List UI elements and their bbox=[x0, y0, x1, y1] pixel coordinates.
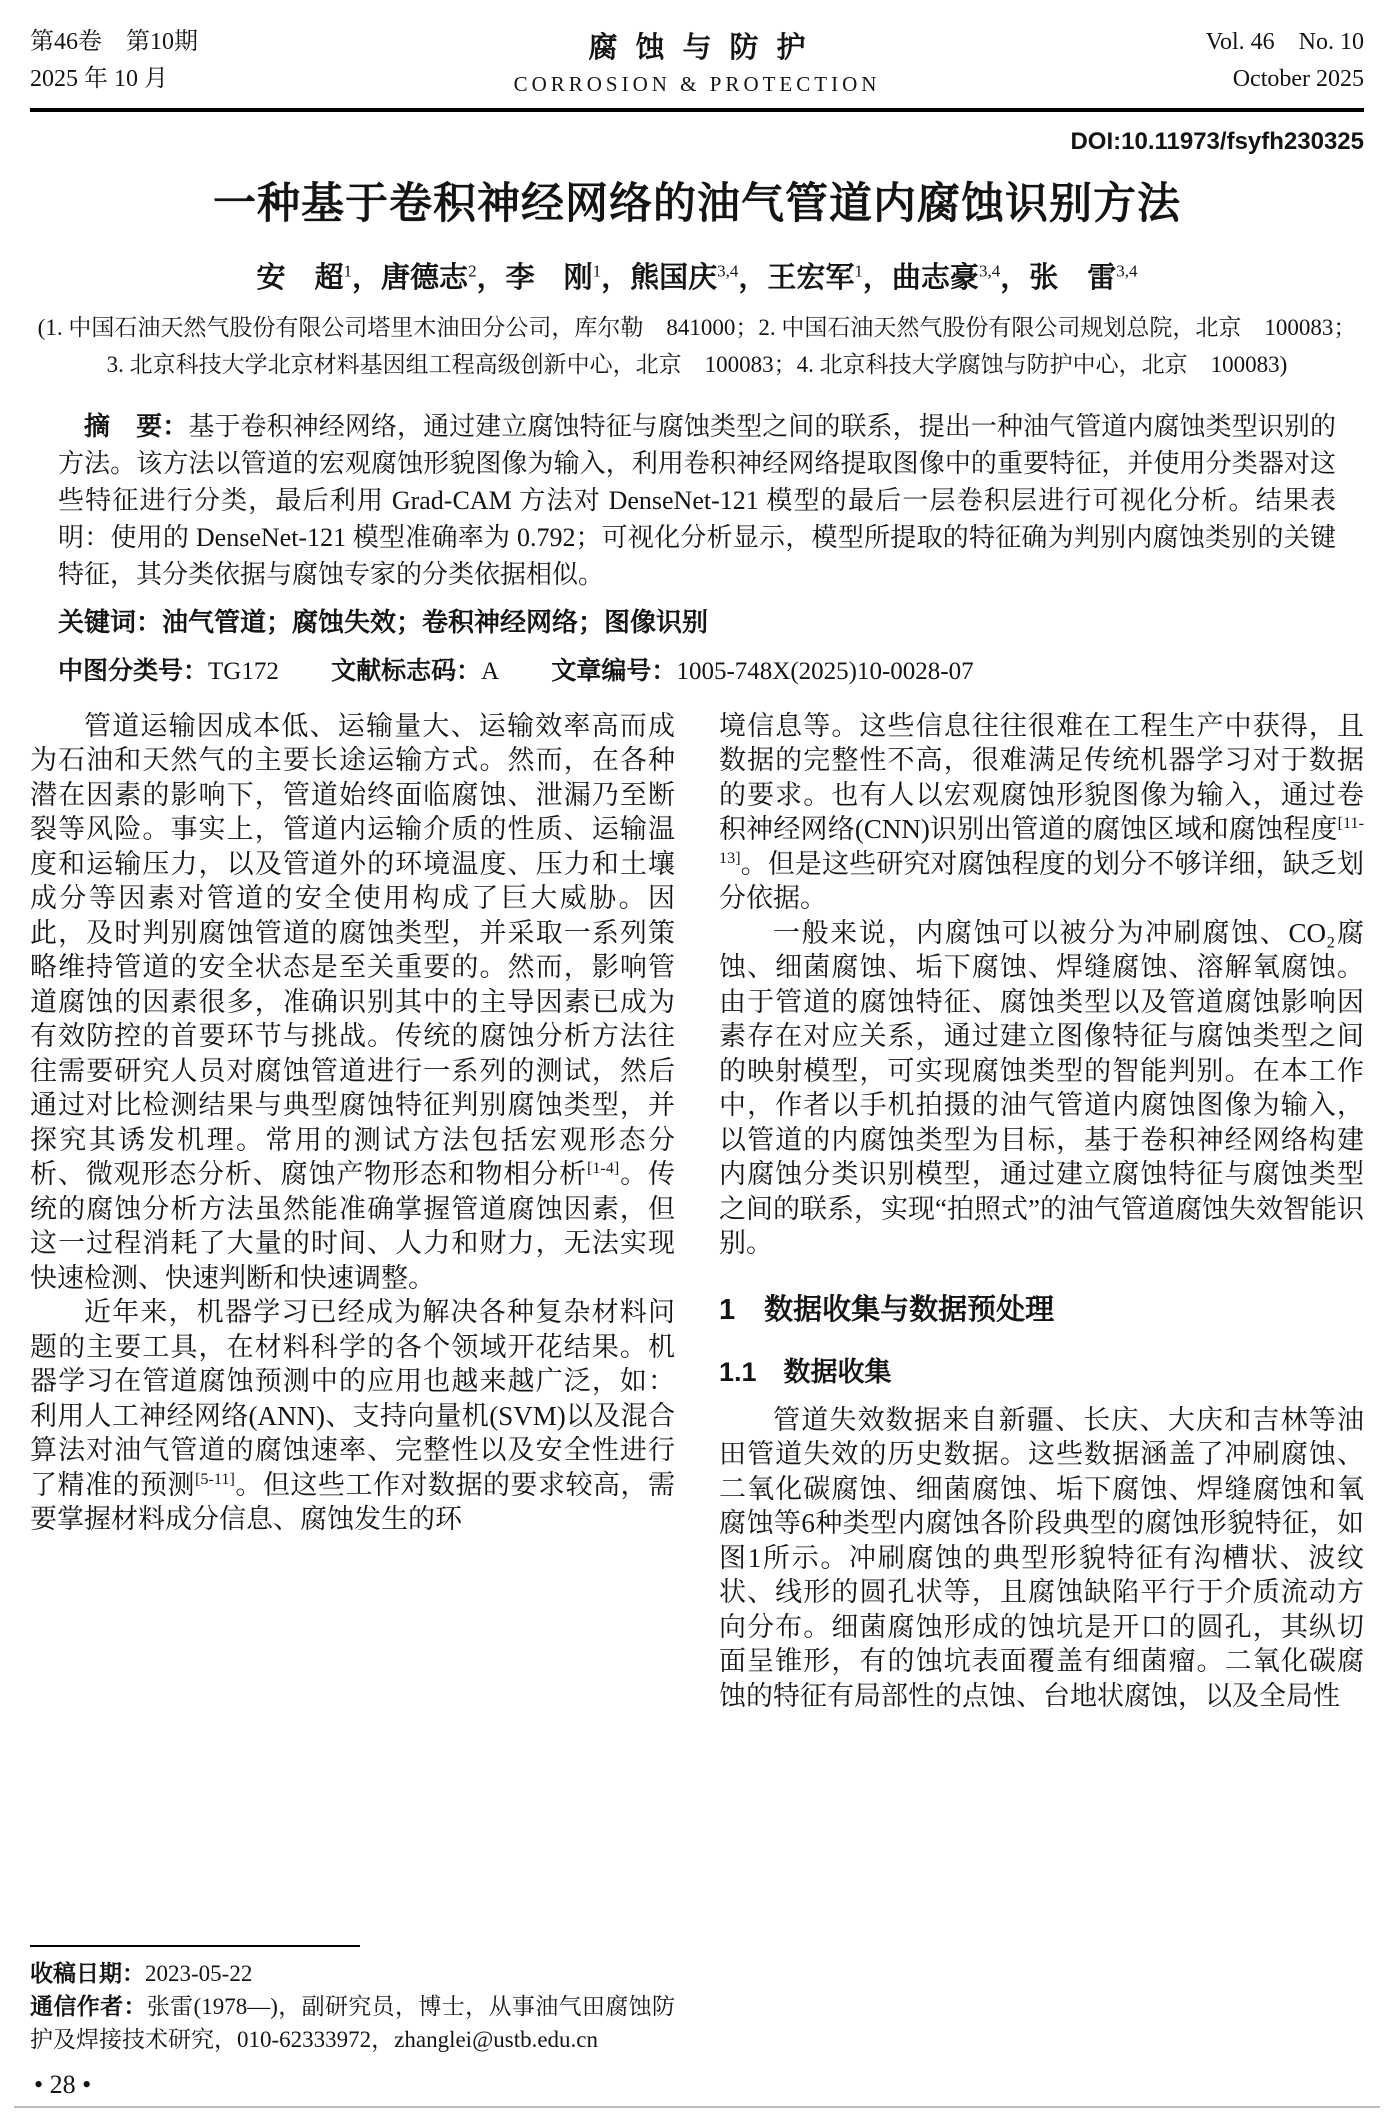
date-en: October 2025 bbox=[1232, 66, 1364, 93]
article-title: 一种基于卷积神经网络的油气管道内腐蚀识别方法 bbox=[213, 180, 1181, 229]
masthead-center bbox=[330, 25, 1064, 97]
volume-issue-cn: 第46卷 第10期 bbox=[30, 29, 198, 55]
affiliation-line: (1. 中国石油天然气股份有限公司塔里木油田分公司，库尔勒 841000；2. 中国石油天然气股份有限公司规划总院，北京 100083； bbox=[37, 315, 1357, 341]
author-affiliation-superscript: 3,4 bbox=[717, 261, 739, 281]
journal-title-en: CORROSION & PROTECTION bbox=[513, 72, 881, 97]
affiliation-line: 3. 北京科技大学北京材料基因组工程高级创新中心，北京 100083；4. 北京科技大学腐蚀与防护中心，北京 100083) bbox=[106, 352, 1288, 378]
abstract-block bbox=[58, 408, 1336, 687]
classification-line bbox=[58, 651, 1336, 687]
keywords-text: 油气管道；腐蚀失效；卷积神经网络；图像识别 bbox=[162, 607, 709, 637]
document-code-label: 文献标志码： bbox=[331, 657, 482, 685]
author-name: 张 雷$^{3,4}$ bbox=[1029, 261, 1138, 295]
article-id bbox=[551, 658, 973, 685]
abstract-label: 摘 要： bbox=[84, 411, 189, 441]
author-affiliation-superscript: 2 bbox=[468, 261, 477, 281]
author-name: 王宏军$^1$ bbox=[767, 261, 863, 295]
body-paragraph: 近年来，机器学习已经成为解决各种复杂材料问题的主要工具，在材料科学的各个领域开花结果。机器学习在管道腐蚀预测中的应用也越来越广泛，如：利用人工神经网络(ANN)、支持向量机(SVM)以及混合算法对油气管道的腐蚀速率、完整性以及安全性进行了精准的预测[5-11]。但这些工作对数据的要求较高，需要掌握材料成分信息、腐蚀发生的环 bbox=[30, 1297, 676, 1535]
author-affiliation-superscript: 1 bbox=[592, 261, 602, 281]
document-code bbox=[331, 658, 499, 685]
corresponding-author-value: 张雷(1978—)，副研究员，博士，从事油气田腐蚀防护及焊接技术研究，010-62333972，zhanglei@ustb.edu.cn bbox=[30, 1994, 675, 2052]
header-rule bbox=[30, 108, 1364, 112]
clc-value: TG172 bbox=[208, 657, 279, 685]
authors-line: 安 超$^1$，唐德志$^2$，李 刚$^1$，熊国庆$^{3,4}$，王宏军$^1$，曲志豪$^{3,4}$，张 雷$^{3,4}$ bbox=[256, 261, 1138, 295]
volume-issue-en: Vol. 46 No. 10 bbox=[1205, 29, 1364, 55]
journal-masthead bbox=[30, 24, 1364, 98]
body-paragraph: 境信息等。这些信息往往很难在工程生产中获得，且数据的完整性不高，很难满足传统机器学习对于数据的要求。也有人以宏观腐蚀形貌图像为输入，通过卷积神经网络(CNN)识别出管道的腐蚀区域和腐蚀程度[11-13]。但是这些研究对腐蚀程度的划分不够详细，缺乏划分依据。 bbox=[719, 710, 1364, 914]
author-name: 曲志豪$^{3,4}$ bbox=[891, 261, 1001, 295]
abstract bbox=[58, 408, 1336, 593]
date-cn: 2025 年 10 月 bbox=[30, 66, 168, 93]
author-name: 李 刚$^1$ bbox=[505, 261, 602, 295]
footnote bbox=[30, 1933, 675, 2056]
received-date-label: 收稿日期： bbox=[30, 1961, 145, 1986]
keywords-label: 关键词： bbox=[58, 607, 163, 637]
body-paragraph: 管道失效数据来自新疆、长庆、大庆和吉林等油田管道失效的历史数据。这些数据涵盖了冲刷腐蚀、二氧化碳腐蚀、细菌腐蚀、垢下腐蚀、焊缝腐蚀和氧腐蚀等6种类型内腐蚀各阶段典型的腐蚀形貌特征，如图1所示。冲刷腐蚀的典型形貌特征有沟槽状、波纹状、线形的圆孔状等，且腐蚀缺陷平行于介质流动方向分布。细菌腐蚀形成的蚀坑是开口的圆孔，其纵切面呈锥形，有的蚀坑表面覆盖有细菌瘤。二氧化碳腐蚀的特征有局部性的点蚀、台地状腐蚀，以及全局性 bbox=[719, 1404, 1364, 1711]
section-heading: 1 数据收集与数据预处理 bbox=[719, 1293, 1055, 1326]
clc-label: 中图分类号： bbox=[58, 657, 209, 685]
article-id-label: 文章编号： bbox=[551, 657, 677, 685]
author-name: 熊国庆$^{3,4}$ bbox=[630, 261, 739, 295]
journal-title-cn: 腐蚀与防护 bbox=[588, 32, 824, 65]
body-paragraph: 一般来说，内腐蚀可以被分为冲刷腐蚀、CO₂腐蚀、细菌腐蚀、垢下腐蚀、焊缝腐蚀、溶解氧腐蚀。由于管道的腐蚀特征、腐蚀类型以及管道腐蚀影响因素存在对应关系，通过建立图像特征与腐蚀类型之间的映射模型，可实现腐蚀类型的智能判别。在本工作中，作者以手机拍摄的油气管道内腐蚀图像为输入，以管道的内腐蚀类型为目标，基于卷积神经网络构建内腐蚀分类识别模型，通过建立腐蚀特征与腐蚀类型之间的联系，实现“拍照式”的油气管道腐蚀失效智能识别。 bbox=[719, 917, 1364, 1259]
author-name: 安 超$^1$ bbox=[256, 261, 353, 295]
abstract-text: 基于卷积神经网络，通过建立腐蚀特征与腐蚀类型之间的联系，提出一种油气管道内腐蚀类型识别的方法。该方法以管道的宏观腐蚀形貌图像为输入，利用卷积神经网络提取图像中的重要特征，并使用分类器对这些特征进行分类，最后利用 Grad-CAM 方法对 DenseNet-121 模型的最后一层卷积层进行可视化分析。结果表明：使用的 DenseNet-121 模型准确率为 0.792；可视化分析显示，模型所提取的特征确为判别内腐蚀类别的关键特征，其分类依据与腐蚀专家的分类依据相似。 bbox=[58, 411, 1336, 589]
body-paragraph: 管道运输因成本低、运输量大、运输效率高而成为石油和天然气的主要长途运输方式。然而，在各种潜在因素的影响下，管道始终面临腐蚀、泄漏乃至断裂等风险。事实上，管道内运输介质的性质、运输温度和运输压力，以及管道外的环境温度、压力和土壤成分等因素对管道的安全使用构成了巨大威胁。因此，及时判别腐蚀管道的腐蚀类型，并采取一系列策略维持管道的安全状态是至关重要的。然而，影响管道腐蚀的因素很多，准确识别其中的主导因素已成为有效防控的首要环节与挑战。传统的腐蚀分析方法往往需要研究人员对腐蚀管道进行一系列的测试，然后通过对比检测结果与典型腐蚀特征判别腐蚀类型，并探究其诱发机理。常用的测试方法包括宏观形态分析、微观形态分析、腐蚀产物形态和物相分析[1-4]。传统的腐蚀分析方法虽然能准确掌握管道腐蚀因素，但这一过程消耗了大量的时间、人力和财力，无法实现快速检测、快速判断和快速调整。 bbox=[30, 710, 676, 1293]
right-column bbox=[719, 709, 1364, 2056]
left-column bbox=[30, 709, 675, 2056]
corresponding-author-label: 通信作者： bbox=[30, 1994, 147, 2019]
masthead-left bbox=[30, 24, 330, 98]
body-columns bbox=[30, 709, 1364, 2056]
left-column-text bbox=[30, 709, 675, 1537]
citation-superscript: [11-13] bbox=[719, 814, 1364, 867]
author-affiliation-superscript: 1 bbox=[343, 261, 353, 281]
corresponding-author-line bbox=[30, 1990, 675, 2056]
author-affiliation-superscript: 3,4 bbox=[978, 261, 1001, 281]
affiliations bbox=[30, 310, 1364, 384]
author-name: 唐德志$^2$ bbox=[381, 261, 477, 295]
citation-superscript: [1-4] bbox=[586, 1159, 620, 1178]
clc-number bbox=[58, 658, 279, 685]
doi: DOI:10.11973/fsyfh230325 bbox=[1070, 128, 1364, 156]
author-affiliation-superscript: 1 bbox=[854, 261, 863, 281]
keywords-line bbox=[58, 602, 1336, 639]
author-affiliation-superscript: 3,4 bbox=[1116, 261, 1138, 281]
article-id-value: 1005-748X(2025)10-0028-07 bbox=[676, 657, 974, 685]
masthead-right bbox=[1064, 24, 1364, 98]
footnote-rule bbox=[30, 1945, 360, 1947]
citation-superscript: [5-11] bbox=[195, 1469, 235, 1488]
received-date-line bbox=[30, 1957, 675, 1990]
subsection-heading: 1.1 数据收集 bbox=[719, 1356, 892, 1387]
received-date-value: 2023-05-22 bbox=[145, 1961, 253, 1986]
document-code-value: A bbox=[481, 657, 500, 685]
page-number: • 28 • bbox=[34, 2070, 92, 2099]
